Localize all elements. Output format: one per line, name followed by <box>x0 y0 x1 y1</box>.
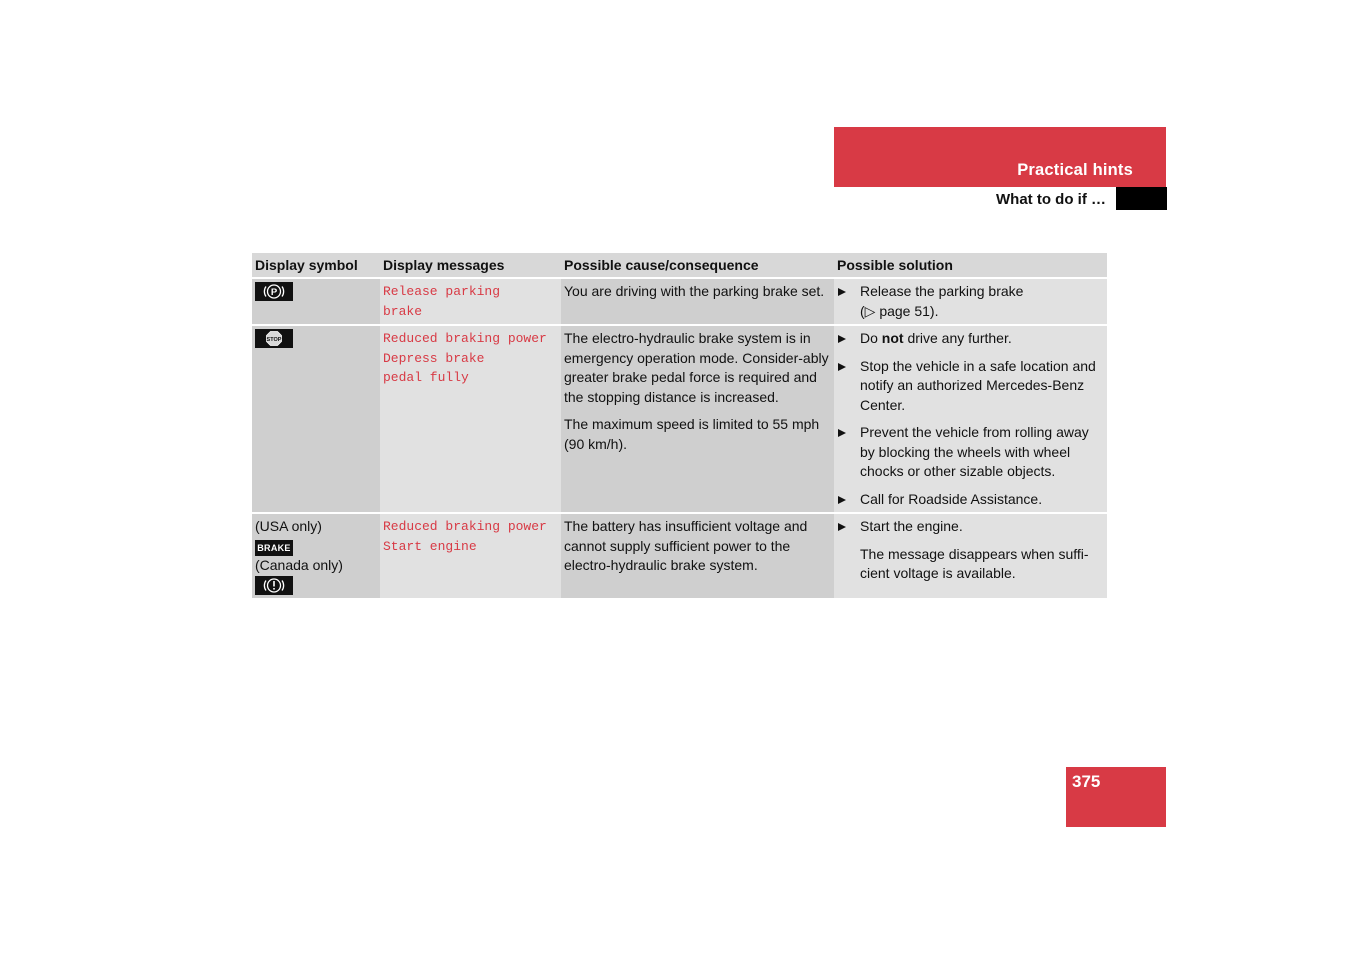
solution-item: Start the engine. <box>837 517 1104 537</box>
column-header-display-symbol: Display symbol <box>252 253 380 278</box>
brake-text-icon: BRAKE <box>255 540 293 556</box>
table-row <box>252 325 1107 513</box>
cause-text: The electro-hydraulic brake system is in emergency operation mode. Consider-ably greater brake pedal force is required and the stopping distance is increased. <box>564 330 829 405</box>
subsection-title: What to do if … <box>996 191 1106 208</box>
solution-item: Stop the vehicle in a safe location and notify an authorized Mercedes-Benz Center. <box>837 357 1104 416</box>
brake-warning-icon <box>255 576 293 595</box>
solution-item: Do not drive any further. <box>837 329 1104 349</box>
symbol-cell <box>252 513 380 599</box>
solution-item: Release the parking brake (▷ page 51). <box>837 282 1104 321</box>
table-header-row <box>252 253 1107 278</box>
cause-cell <box>561 513 834 599</box>
solution-cell <box>834 513 1107 599</box>
cause-cell <box>561 278 834 325</box>
column-header-cause: Possible cause/consequence <box>561 253 834 278</box>
cause-text: You are driving with the parking brake set. <box>564 283 825 299</box>
message-cell <box>380 278 561 325</box>
header-band <box>834 127 1166 187</box>
troubleshooting-table <box>252 253 1107 600</box>
svg-text:P: P <box>270 287 278 298</box>
page-reference: (▷ page 51). <box>860 302 939 319</box>
bullet-arrow-icon <box>838 288 846 296</box>
solution-cell <box>834 278 1107 325</box>
cause-cell <box>561 325 834 513</box>
message-cell <box>380 513 561 599</box>
symbol-cell <box>252 325 380 513</box>
cause-text: The maximum speed is limited to 55 mph (90 km/h). <box>564 416 820 452</box>
display-message: Release parking brake <box>383 284 501 319</box>
bullet-arrow-icon <box>838 363 846 371</box>
symbol-cell <box>252 278 380 325</box>
solution-item: Prevent the vehicle from rolling away by blocking the wheels with wheel chocks or other sizable objects. <box>837 423 1104 482</box>
parking-brake-icon <box>255 282 293 301</box>
column-header-display-messages: Display messages <box>380 253 561 278</box>
page-number-band <box>1066 767 1166 827</box>
bullet-arrow-icon <box>838 429 846 437</box>
canada-only-label: (Canada only) <box>255 557 343 573</box>
section-title: Practical hints <box>1017 161 1133 179</box>
column-header-solution: Possible solution <box>834 253 1107 278</box>
display-message: Reduced braking power Depress brake pedal fully <box>383 331 547 385</box>
usa-only-label: (USA only) <box>255 518 322 534</box>
header-marker-block <box>1116 187 1167 210</box>
bullet-arrow-icon <box>838 496 846 504</box>
cause-text: The battery has insufficient voltage and cannot supply sufficient power to the electro-hydraulic brake system. <box>564 518 808 573</box>
table-row <box>252 278 1107 325</box>
display-message: Reduced braking power Start engine <box>383 519 547 554</box>
page-number: 375 <box>1072 772 1101 791</box>
message-cell <box>380 325 561 513</box>
solution-cell <box>834 325 1107 513</box>
svg-text:STOP: STOP <box>266 336 282 343</box>
stop-icon <box>255 329 293 348</box>
solution-item: Call for Roadside Assistance. <box>837 490 1104 510</box>
bullet-arrow-icon <box>838 523 846 531</box>
bullet-arrow-icon <box>838 335 846 343</box>
table-row <box>252 513 1107 599</box>
solution-note: The message disappears when suffi-cient voltage is available. <box>860 545 1089 581</box>
